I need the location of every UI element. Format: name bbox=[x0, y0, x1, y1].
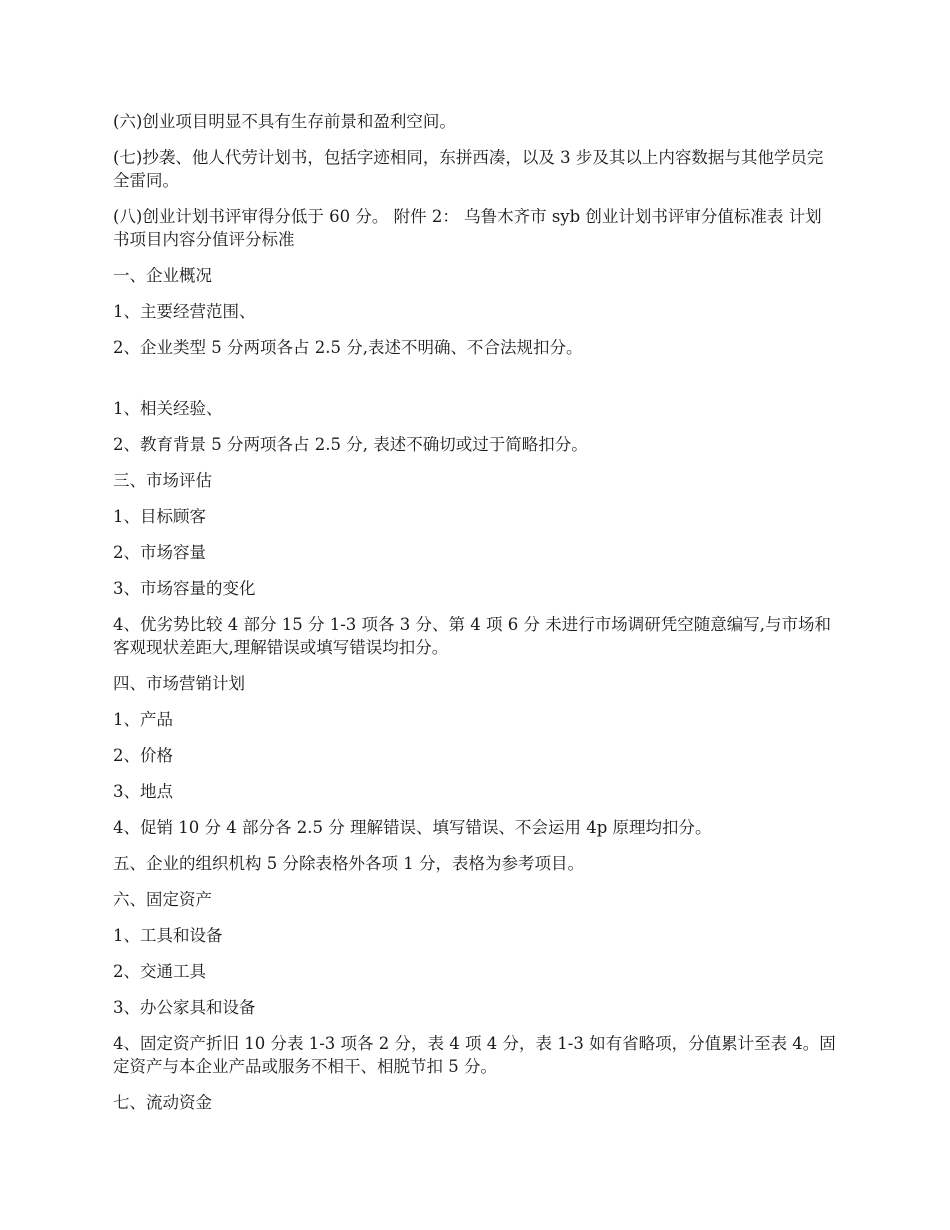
list-item: 4、优劣势比较 4 部分 15 分 1-3 项各 3 分、第 4 项 6 分 未进行市场调研凭空随意编写,与市场和客观现状差距大,理解错误或填写错误均扣分。 bbox=[113, 615, 831, 657]
list-item: 2、市场容量 bbox=[113, 543, 206, 562]
paragraph: (七)抄袭、他人代劳计划书，包括字迹相同，东拼西凑，以及 3 步及其以上内容数据与其他学员完全雷同。 bbox=[113, 148, 824, 190]
section-heading: 一、企业概况 bbox=[113, 266, 212, 285]
list-item: 3、市场容量的变化 bbox=[113, 579, 256, 598]
section-heading: 六、固定资产 bbox=[113, 890, 212, 909]
document-body bbox=[113, 110, 837, 1127]
list-item: 1、工具和设备 bbox=[113, 926, 223, 945]
list-item: 4、促销 10 分 4 部分各 2.5 分 理解错误、填写错误、不会运用 4p 原理均扣分。 bbox=[113, 818, 712, 837]
section-heading: 五、企业的组织机构 5 分除表格外各项 1 分，表格为参考项目。 bbox=[113, 854, 584, 873]
list-item: 3、地点 bbox=[113, 782, 173, 801]
list-item: 2、企业类型 5 分两项各占 2.5 分,表述不明确、不合法规扣分。 bbox=[113, 338, 583, 357]
section-heading: 七、流动资金 bbox=[113, 1093, 212, 1112]
list-item: 1、相关经验、 bbox=[113, 399, 223, 418]
paragraph: (六)创业项目明显不具有生存前景和盈利空间。 bbox=[113, 112, 456, 131]
list-item: 1、产品 bbox=[113, 710, 173, 729]
list-item: 4、固定资产折旧 10 分表 1-3 项各 2 分，表 4 项 4 分，表 1-3 如有省略项，分值累计至表 4。固定资产与本企业产品或服务不相干、相脱节扣 5 分。 bbox=[113, 1034, 836, 1076]
list-item: 3、办公家具和设备 bbox=[113, 998, 256, 1017]
list-item: 2、交通工具 bbox=[113, 962, 206, 981]
paragraph: (八)创业计划书评审得分低于 60 分。 附件 2： 乌鲁木齐市 syb 创业计划书评审分值标准表 计划书项目内容分值评分标准 bbox=[113, 207, 822, 249]
list-item: 2、价格 bbox=[113, 746, 173, 765]
list-item: 2、教育背景 5 分两项各占 2.5 分, 表述不确切或过于简略扣分。 bbox=[113, 435, 588, 454]
section-heading: 四、市场营销计划 bbox=[113, 674, 245, 693]
section-heading: 三、市场评估 bbox=[113, 471, 212, 490]
list-item: 1、主要经营范围、 bbox=[113, 302, 256, 321]
list-item: 1、目标顾客 bbox=[113, 507, 206, 526]
